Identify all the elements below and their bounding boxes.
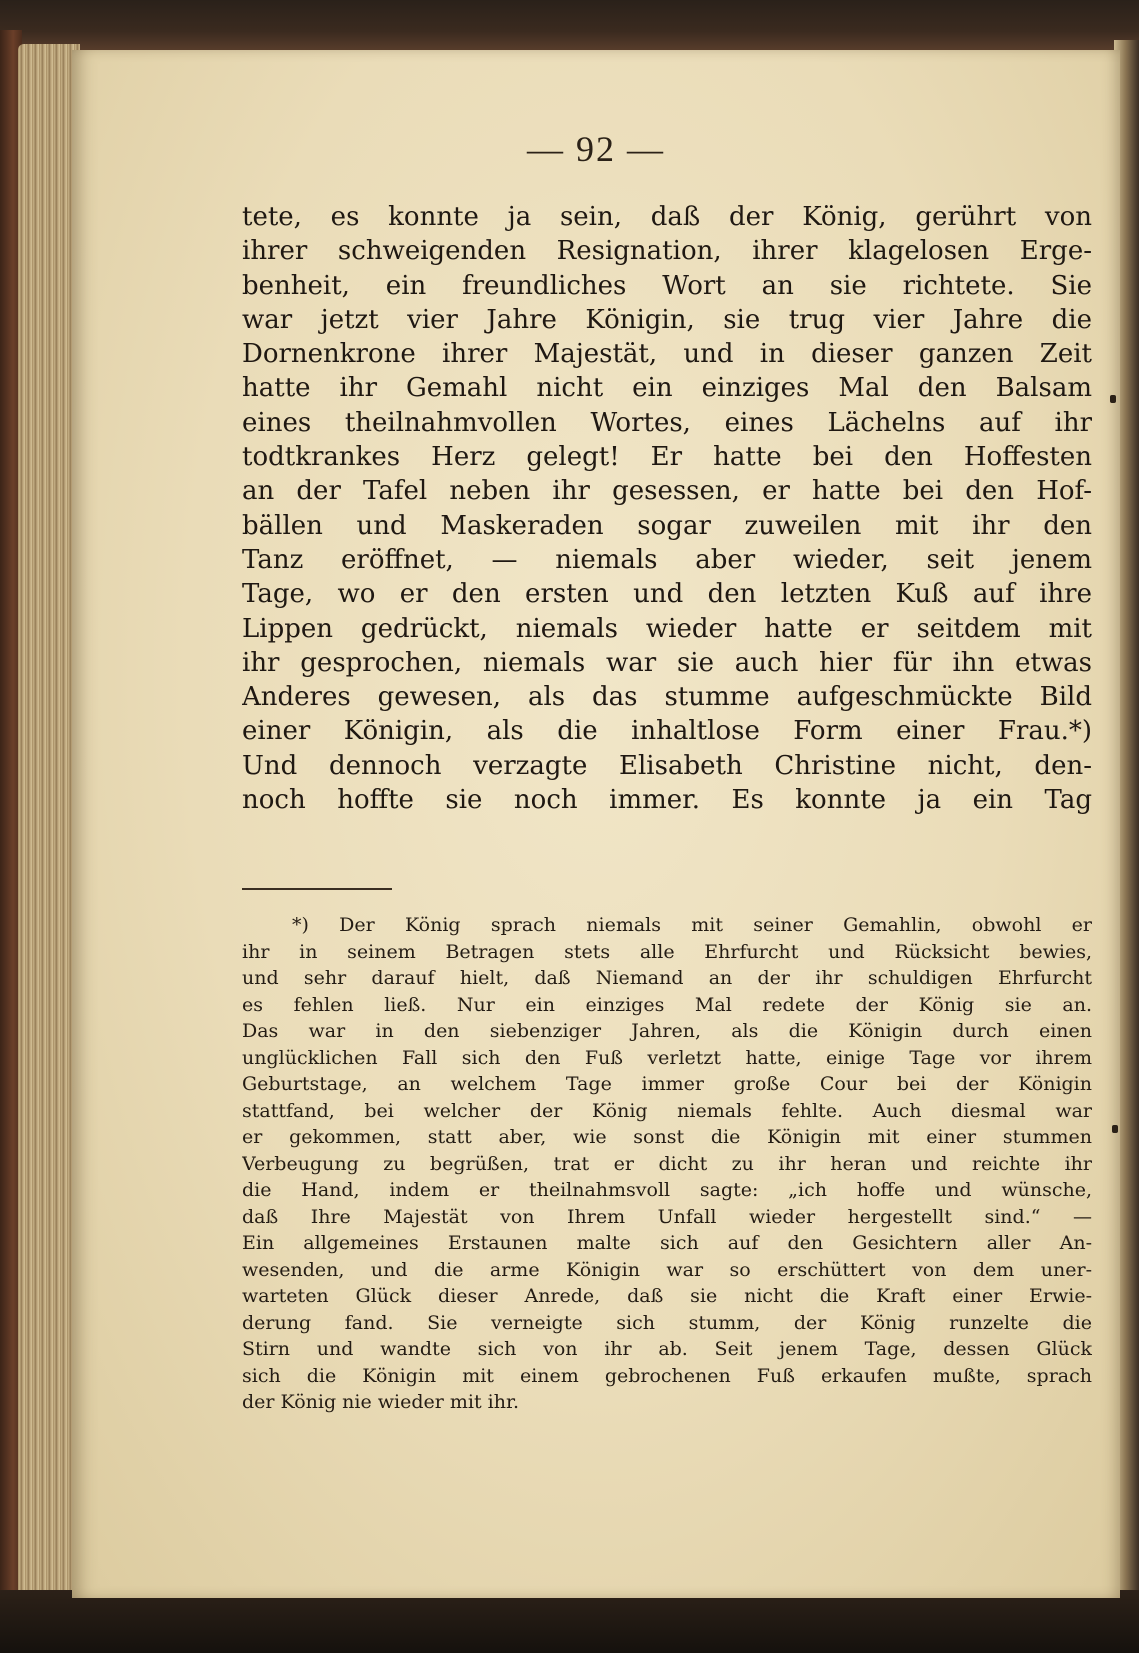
text-line: Tanz eröffnet, — niemals aber wieder, seit jenem bbox=[242, 544, 1092, 575]
text-line: Dornenkrone ihrer Majestät, und in dieser ganzen Zeit bbox=[242, 339, 1092, 370]
text-line: Anderes gewesen, als das stumme aufgeschmückte Bild bbox=[242, 682, 1092, 713]
footnote-divider bbox=[242, 888, 392, 890]
footnote-line: der König nie wieder mit ihr. bbox=[242, 1391, 519, 1413]
footnote-line: er gekommen, statt aber, wie sonst die Königin mit einer stummen bbox=[242, 1126, 1092, 1148]
footnote-line: derung fand. Sie verneigte sich stumm, der König runzelte die bbox=[242, 1311, 1092, 1334]
text-line: eines theilnahmvollen Wortes, eines Lächelns auf ihr bbox=[242, 407, 1092, 438]
book-bottom-edge bbox=[0, 1590, 1139, 1653]
footnote-line: die Hand, indem er theilnahmsvoll sagte: „ich hoffe und wünsche, bbox=[242, 1179, 1092, 1201]
text-line: Und dennoch verzagte Elisabeth Christine nicht, den- bbox=[242, 750, 1092, 781]
page-stack-edge bbox=[18, 44, 80, 1604]
footnote-line: wesenden, und die arme Königin war so erschüttert von dem uner- bbox=[242, 1258, 1092, 1281]
text-line: benheit, ein freundliches Wort an sie richtete. Sie bbox=[242, 270, 1092, 301]
text-line: hatte ihr Gemahl nicht ein einziges Mal den Balsam bbox=[242, 373, 1092, 404]
footnote-line: Verbeugung zu begrüßen, trat er dicht zu ihr heran und reichte ihr bbox=[242, 1152, 1092, 1175]
footnote-line: Geburtstage, an welchem Tage immer große Cour bei der Königin bbox=[242, 1073, 1092, 1095]
footnote-line: Das war in den siebenziger Jahren, als die Königin durch einen bbox=[242, 1020, 1092, 1042]
footnote-line: daß Ihre Majestät von Ihrem Unfall wieder hergestellt sind.“ — bbox=[242, 1205, 1092, 1228]
text-line: todtkrankes Herz gelegt! Er hatte bei den Hoffesten bbox=[242, 442, 1092, 473]
footnote-line: warteten Glück dieser Anrede, daß sie nicht die Kraft einer Erwie- bbox=[242, 1285, 1092, 1307]
page-number: — 92 — bbox=[527, 129, 665, 169]
text-line: noch hoffte sie noch immer. Es konnte ja ein Tag bbox=[242, 785, 1092, 816]
footnote-line: und sehr darauf hielt, daß Niemand an der ihr schuldigen Ehrfurcht bbox=[242, 967, 1092, 989]
footnote-line: *) Der König sprach niemals mit seiner Gemahlin, obwohl er bbox=[292, 914, 1092, 936]
text-line: an der Tafel neben ihr gesessen, er hatte bei den Hof- bbox=[242, 476, 1092, 507]
book-page bbox=[72, 50, 1120, 1598]
footnote bbox=[242, 912, 1092, 1416]
text-line: ihrer schweigenden Resignation, ihrer klagelosen Erge- bbox=[242, 236, 1092, 267]
book-top-edge bbox=[0, 0, 1139, 52]
text-line: bällen und Maskeraden sogar zuweilen mit ihr den bbox=[242, 510, 1092, 541]
footnote-line: es fehlen ließ. Nur ein einziges Mal redete der König sie an. bbox=[242, 993, 1092, 1016]
main-text bbox=[242, 200, 1092, 817]
text-line: tete, es konnte ja sein, daß der König, gerührt von bbox=[242, 202, 1092, 232]
text-line: Lippen gedrückt, niemals wieder hatte er seitdem mit bbox=[242, 613, 1092, 644]
text-line: einer Königin, als die inhaltlose Form einer Frau.*) bbox=[242, 716, 1092, 747]
ink-spot bbox=[1112, 1125, 1118, 1133]
text-line: war jetzt vier Jahre Königin, sie trug vier Jahre die bbox=[242, 304, 1092, 335]
footnote-line: unglücklichen Fall sich den Fuß verletzt hatte, einige Tage vor ihrem bbox=[242, 1046, 1092, 1069]
text-line: ihr gesprochen, niemals war sie auch hier für ihn etwas bbox=[242, 647, 1092, 678]
ink-spot bbox=[1110, 395, 1116, 403]
footnote-line: Stirn und wandte sich von ihr ab. Seit jenem Tage, dessen Glück bbox=[242, 1338, 1092, 1360]
footnote-line: ihr in seinem Betragen stets alle Ehrfurcht und Rücksicht bewies, bbox=[242, 940, 1092, 963]
text-line: Tage, wo er den ersten und den letzten Kuß auf ihre bbox=[242, 579, 1092, 610]
footnote-line: sich die Königin mit einem gebrochenen Fuß erkaufen mußte, sprach bbox=[242, 1364, 1092, 1387]
footnote-line: stattfand, bei welcher der König niemals fehlte. Auch diesmal war bbox=[242, 1099, 1092, 1122]
footnote-line: Ein allgemeines Erstaunen malte sich auf den Gesichtern aller An- bbox=[242, 1232, 1092, 1254]
